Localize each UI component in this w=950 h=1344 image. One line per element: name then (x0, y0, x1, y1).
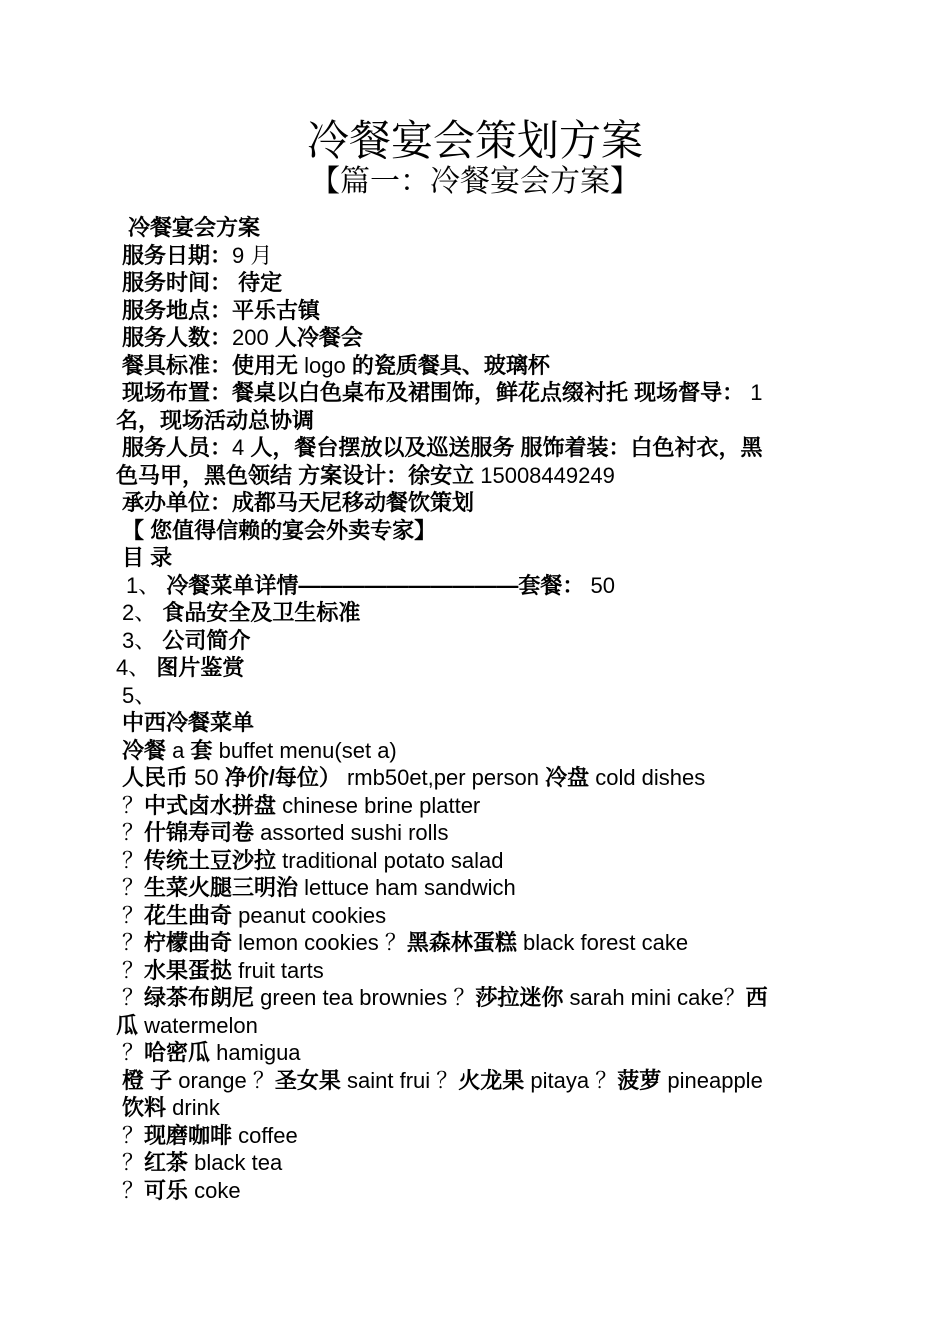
drinks-cn: 饮料 (122, 1095, 167, 1120)
list-item (116, 1067, 832, 1095)
toc-item-2-number: 2、 (122, 600, 157, 625)
drinks-heading (116, 1094, 832, 1122)
drink-cn: 现磨咖啡 (144, 1122, 233, 1148)
toc-item-3-text: 公司简介 (156, 627, 251, 653)
list-item (116, 1122, 832, 1150)
dish-cn: 花生曲奇 (144, 902, 233, 928)
price-number: 50 (188, 765, 225, 790)
list-item (116, 1012, 832, 1040)
dish-cn: 橙 子 (122, 1067, 173, 1093)
dish-en: lettuce ham sandwich (298, 875, 516, 900)
bullet-mark: ？ (122, 902, 145, 928)
document-title: 冷餐宴会策划方案 (306, 117, 643, 164)
bullet-mark: ？ (122, 847, 145, 873)
dish-cn: 什锦寿司卷 (144, 820, 255, 845)
list-item (116, 792, 832, 820)
service-place-label: 服务地点： (122, 297, 233, 323)
dish-cn: 黑森林蛋糕 (406, 930, 517, 955)
bullet-mark: ？ (384, 930, 407, 955)
service-time-label: 服务时间： (122, 270, 233, 295)
dish-cn: 瓜 (116, 1012, 139, 1038)
toc-item-3-number: 3、 (122, 627, 157, 653)
layout-label: 现场布置： (122, 380, 233, 405)
dish-cn: 圣女果 (274, 1067, 341, 1093)
service-time-line (116, 269, 832, 297)
section-title: 冷餐宴会方案 (128, 215, 261, 240)
list-item (116, 957, 832, 985)
bullet-mark: ？ (436, 1067, 459, 1093)
toc-item-1 (116, 572, 832, 600)
drinks-en: drink (166, 1095, 220, 1120)
service-place-line (116, 297, 832, 325)
staff-label: 服务人员： (122, 435, 233, 460)
dish-en: orange (172, 1067, 253, 1093)
toc-item-2-text: 食品安全及卫生标准 (156, 600, 361, 625)
bullet-mark: ？ (122, 1122, 145, 1148)
dish-cn: 菠萝 (617, 1067, 662, 1093)
dish-cn: 中式卤水拼盘 (144, 792, 277, 818)
staff-line (116, 434, 832, 462)
dish-en: traditional potato salad (276, 847, 504, 873)
dish-cn: 传统土豆沙拉 (144, 847, 277, 873)
toc-item-5-number: 5、 (122, 682, 157, 708)
bullet-mark: ？ (122, 1177, 145, 1203)
dish-cn: 哈密瓜 (144, 1040, 211, 1065)
tableware-value-b: 的瓷质餐具、玻璃杯 (345, 352, 550, 378)
list-item (116, 847, 832, 875)
toc-item-5 (116, 682, 832, 710)
toc-item-1-text: 冷餐菜单详情——————————套餐： (160, 572, 585, 598)
tableware-logo: logo (304, 352, 346, 378)
service-date-line (116, 242, 832, 270)
menu-title: 中西冷餐菜单 (122, 710, 255, 735)
service-count-label: 服务人数： (122, 325, 233, 350)
layout-line (116, 379, 832, 407)
list-item (116, 902, 832, 930)
toc-item-3 (116, 627, 832, 655)
set-label-line (116, 737, 832, 765)
toc-item-4-text: 图片鉴赏 (150, 655, 245, 680)
toc-title: 目 录 (122, 545, 173, 570)
set-label-a: 冷餐 (122, 737, 167, 763)
list-item (116, 874, 832, 902)
staff-number: 4 (232, 435, 245, 460)
document-body (116, 214, 832, 1204)
bullet-mark: ？ (595, 1067, 618, 1093)
set-label-c: 套 (190, 737, 213, 763)
layout-continuation: 名，现场活动总协调 (116, 407, 315, 433)
layout-value: 餐桌以白色桌布及裙围饰，鲜花点缀衬托 现场督导： (232, 380, 745, 405)
service-date-label: 服务日期： (122, 242, 233, 268)
bullet-mark: ？ (723, 985, 746, 1010)
bullet-mark: ？ (453, 985, 476, 1010)
dish-en: saint frui (340, 1067, 437, 1093)
slogan-line: 【 您值得信赖的宴会外卖专家】 (122, 517, 437, 543)
document-subtitle: 【篇一：冷餐宴会方案】 (310, 165, 640, 198)
price-label-a: 人民币 (122, 765, 189, 790)
list-item (116, 1149, 832, 1177)
list-item (116, 819, 832, 847)
dish-en: pitaya (524, 1067, 596, 1093)
set-label-b: a (166, 737, 191, 763)
list-item (116, 929, 832, 957)
drink-en: coffee (232, 1122, 298, 1148)
staff-continuation (116, 462, 832, 490)
service-count-text: 人冷餐会 (268, 325, 363, 350)
toc-item-4 (116, 654, 832, 682)
service-count-line (116, 324, 832, 352)
drink-en: black tea (188, 1150, 283, 1175)
bullet-mark: ？ (122, 1040, 145, 1065)
staff-cont-text: 色马甲，黑色领结 方案设计：徐安立 (116, 462, 481, 488)
bullet-mark: ？ (122, 875, 145, 900)
toc-item-1-value: 50 (584, 572, 615, 598)
cold-dishes-cn: 冷盘 (545, 765, 590, 790)
service-place-value: 平乐古镇 (232, 297, 321, 323)
toc-item-4-number: 4、 (116, 655, 151, 680)
dish-cn: 柠檬曲奇 (144, 930, 233, 955)
layout-number: 1 (744, 380, 763, 405)
dish-cn: 火龙果 (458, 1067, 525, 1093)
cold-dishes-en: cold dishes (589, 765, 706, 790)
dish-cn: 莎拉迷你 (475, 985, 564, 1010)
dish-en: sarah mini cake (563, 985, 724, 1010)
price-en: rmb50et,per person (340, 765, 546, 790)
tableware-label: 餐具标准： (122, 352, 233, 378)
staff-value: 人，餐台摆放以及巡送服务 服饰着装：白色衬衣，黑 (244, 435, 763, 460)
price-label-b: 净价/每位） (224, 765, 341, 790)
list-item (116, 1177, 832, 1205)
dish-cn: 生菜火腿三明治 (144, 875, 299, 900)
dish-en: peanut cookies (232, 902, 387, 928)
drink-cn: 可乐 (144, 1177, 189, 1203)
service-date-value: 9 月 (232, 242, 273, 268)
bullet-mark: ？ (122, 957, 145, 983)
price-line (116, 764, 832, 792)
tableware-value-a: 使用无 (232, 352, 305, 378)
set-label-en: buffet menu(set a) (212, 737, 397, 763)
bullet-mark: ？ (252, 1067, 275, 1093)
dish-cn: 水果蛋挞 (144, 957, 233, 983)
toc-item-1-number: 1、 (126, 572, 161, 598)
drink-en: coke (188, 1177, 241, 1203)
dish-en: lemon cookies (232, 930, 385, 955)
dish-en: hamigua (210, 1040, 301, 1065)
dish-en: pineapple (661, 1067, 763, 1093)
drink-cn: 红茶 (144, 1150, 189, 1175)
bullet-mark: ？ (122, 985, 145, 1010)
dish-en: green tea brownies (254, 985, 454, 1010)
dish-cn: 西 (745, 985, 768, 1010)
organizer-line: 承办单位：成都马天尼移动餐饮策划 (122, 490, 475, 515)
tableware-line (116, 352, 832, 380)
service-time-value: 待定 (232, 270, 283, 295)
designer-phone: 15008449249 (480, 462, 615, 488)
dish-en: chinese brine platter (276, 792, 481, 818)
toc-item-2 (116, 599, 832, 627)
list-item (116, 1039, 832, 1067)
bullet-mark: ？ (122, 792, 145, 818)
dish-en: black forest cake (516, 930, 689, 955)
list-item (116, 984, 832, 1012)
service-count-number: 200 (232, 325, 269, 350)
dish-en: fruit tarts (232, 957, 324, 983)
bullet-mark: ？ (122, 820, 145, 845)
dish-en: assorted sushi rolls (254, 820, 449, 845)
bullet-mark: ？ (122, 930, 145, 955)
dish-en: watermelon (138, 1012, 258, 1038)
bullet-mark: ？ (122, 1150, 145, 1175)
dish-cn: 绿茶布朗尼 (144, 985, 255, 1010)
